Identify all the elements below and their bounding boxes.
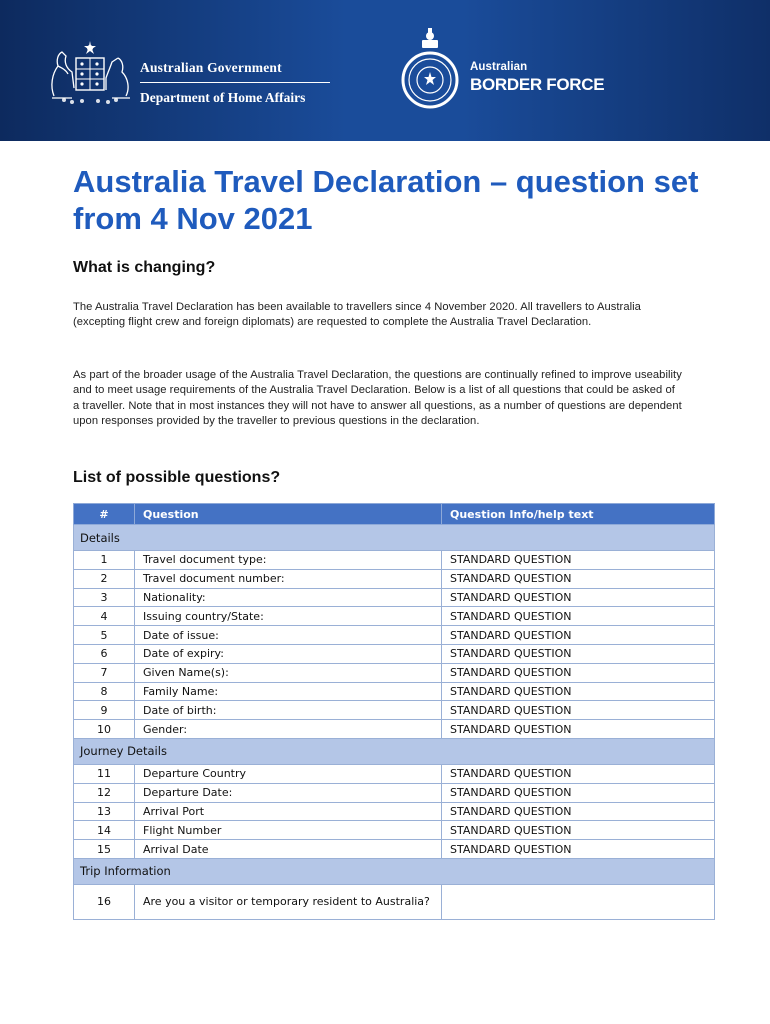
question-info: STANDARD QUESTION	[442, 663, 715, 682]
question-number: 5	[74, 626, 135, 645]
question-info: STANDARD QUESTION	[442, 802, 715, 821]
question-text: Travel document type:	[135, 551, 442, 570]
section-row	[74, 525, 715, 551]
list-heading: List of possible questions?	[73, 469, 281, 486]
usage-paragraph: As part of the broader usage of the Australia Travel Declaration, the questions are continually refined to improve useability and to meet usage requirements of the Australia Travel Declaration. Below is a list of all questions that could be asked of a traveller. Note that in most instances they will not have to answer all questions, as a number of questions are dependent upon responses provided by the traveller to previous questions in the declaration.	[73, 369, 682, 427]
table-row	[74, 720, 715, 739]
question-number: 4	[74, 607, 135, 626]
table-row	[74, 802, 715, 821]
question-info: STANDARD QUESTION	[442, 588, 715, 607]
table-row	[74, 551, 715, 570]
gov-line-1: Australian Government	[140, 60, 282, 75]
question-text: Given Name(s):	[135, 663, 442, 682]
table-row	[74, 701, 715, 720]
question-number: 6	[74, 644, 135, 663]
border-force-wordmark	[470, 62, 604, 93]
question-text: Travel document number:	[135, 569, 442, 588]
table-row	[74, 821, 715, 840]
commonwealth-coat-of-arms-icon	[42, 38, 138, 108]
table-row	[74, 840, 715, 859]
question-text: Gender:	[135, 720, 442, 739]
question-info: STANDARD QUESTION	[442, 701, 715, 720]
question-number: 1	[74, 551, 135, 570]
question-number: 7	[74, 663, 135, 682]
question-number: 16	[74, 884, 135, 919]
header-banner	[0, 0, 770, 141]
table-row	[74, 764, 715, 783]
question-text: Family Name:	[135, 682, 442, 701]
question-text: Departure Country	[135, 764, 442, 783]
question-text: Arrival Port	[135, 802, 442, 821]
question-info: STANDARD QUESTION	[442, 720, 715, 739]
question-info: STANDARD QUESTION	[442, 569, 715, 588]
question-info: STANDARD QUESTION	[442, 551, 715, 570]
table-row	[74, 663, 715, 682]
question-text: Issuing country/State:	[135, 607, 442, 626]
section-row	[74, 738, 715, 764]
question-text: Nationality:	[135, 588, 442, 607]
table-row	[74, 626, 715, 645]
table-row	[74, 607, 715, 626]
table-row	[74, 884, 715, 919]
table-header-row	[74, 504, 715, 525]
table-row	[74, 588, 715, 607]
table-row	[74, 783, 715, 802]
question-number: 10	[74, 720, 135, 739]
table-row	[74, 644, 715, 663]
col-header-question: Question	[135, 504, 442, 525]
question-text: Date of birth:	[135, 701, 442, 720]
question-text: Flight Number	[135, 821, 442, 840]
section-row	[74, 858, 715, 884]
section-title: Journey Details	[74, 738, 715, 764]
question-text: Departure Date:	[135, 783, 442, 802]
question-info: STANDARD QUESTION	[442, 783, 715, 802]
question-number: 3	[74, 588, 135, 607]
question-number: 15	[74, 840, 135, 859]
question-text: Arrival Date	[135, 840, 442, 859]
question-info: STANDARD QUESTION	[442, 626, 715, 645]
question-number: 9	[74, 701, 135, 720]
section-title: Details	[74, 525, 715, 551]
question-info: STANDARD QUESTION	[442, 840, 715, 859]
question-info: STANDARD QUESTION	[442, 644, 715, 663]
question-number: 13	[74, 802, 135, 821]
intro-paragraph: The Australia Travel Declaration has been available to travellers since 4 November 2020. All travellers to Australia (excepting flight crew and foreign diplomats) are requested to complete the Australia Travel Declaration.	[73, 301, 641, 329]
abf-line-2: BORDER FORCE	[470, 74, 605, 94]
table-row	[74, 569, 715, 588]
question-info	[442, 884, 715, 919]
page-title: Australia Travel Declaration – question set from 4 Nov 2021	[73, 164, 699, 236]
government-wordmark	[140, 60, 330, 106]
table-body	[74, 525, 715, 920]
question-number: 8	[74, 682, 135, 701]
gov-line-2: Department of Home Affairs	[140, 90, 306, 105]
what-changing-heading: What is changing?	[73, 259, 216, 276]
section-title: Trip Information	[74, 858, 715, 884]
col-header-number: #	[74, 504, 135, 525]
question-text: Date of issue:	[135, 626, 442, 645]
question-number: 11	[74, 764, 135, 783]
question-info: STANDARD QUESTION	[442, 821, 715, 840]
col-header-info: Question Info/help text	[442, 504, 715, 525]
question-text: Are you a visitor or temporary resident to Australia?	[135, 884, 442, 919]
question-info: STANDARD QUESTION	[442, 682, 715, 701]
abf-line-1: Australian	[470, 61, 528, 73]
question-info: STANDARD QUESTION	[442, 607, 715, 626]
question-number: 14	[74, 821, 135, 840]
question-number: 12	[74, 783, 135, 802]
question-info: STANDARD QUESTION	[442, 764, 715, 783]
question-number: 2	[74, 569, 135, 588]
gov-divider	[140, 82, 330, 83]
border-force-badge-icon	[400, 28, 460, 114]
questions-table	[73, 503, 715, 920]
question-text: Date of expiry:	[135, 644, 442, 663]
table-row	[74, 682, 715, 701]
